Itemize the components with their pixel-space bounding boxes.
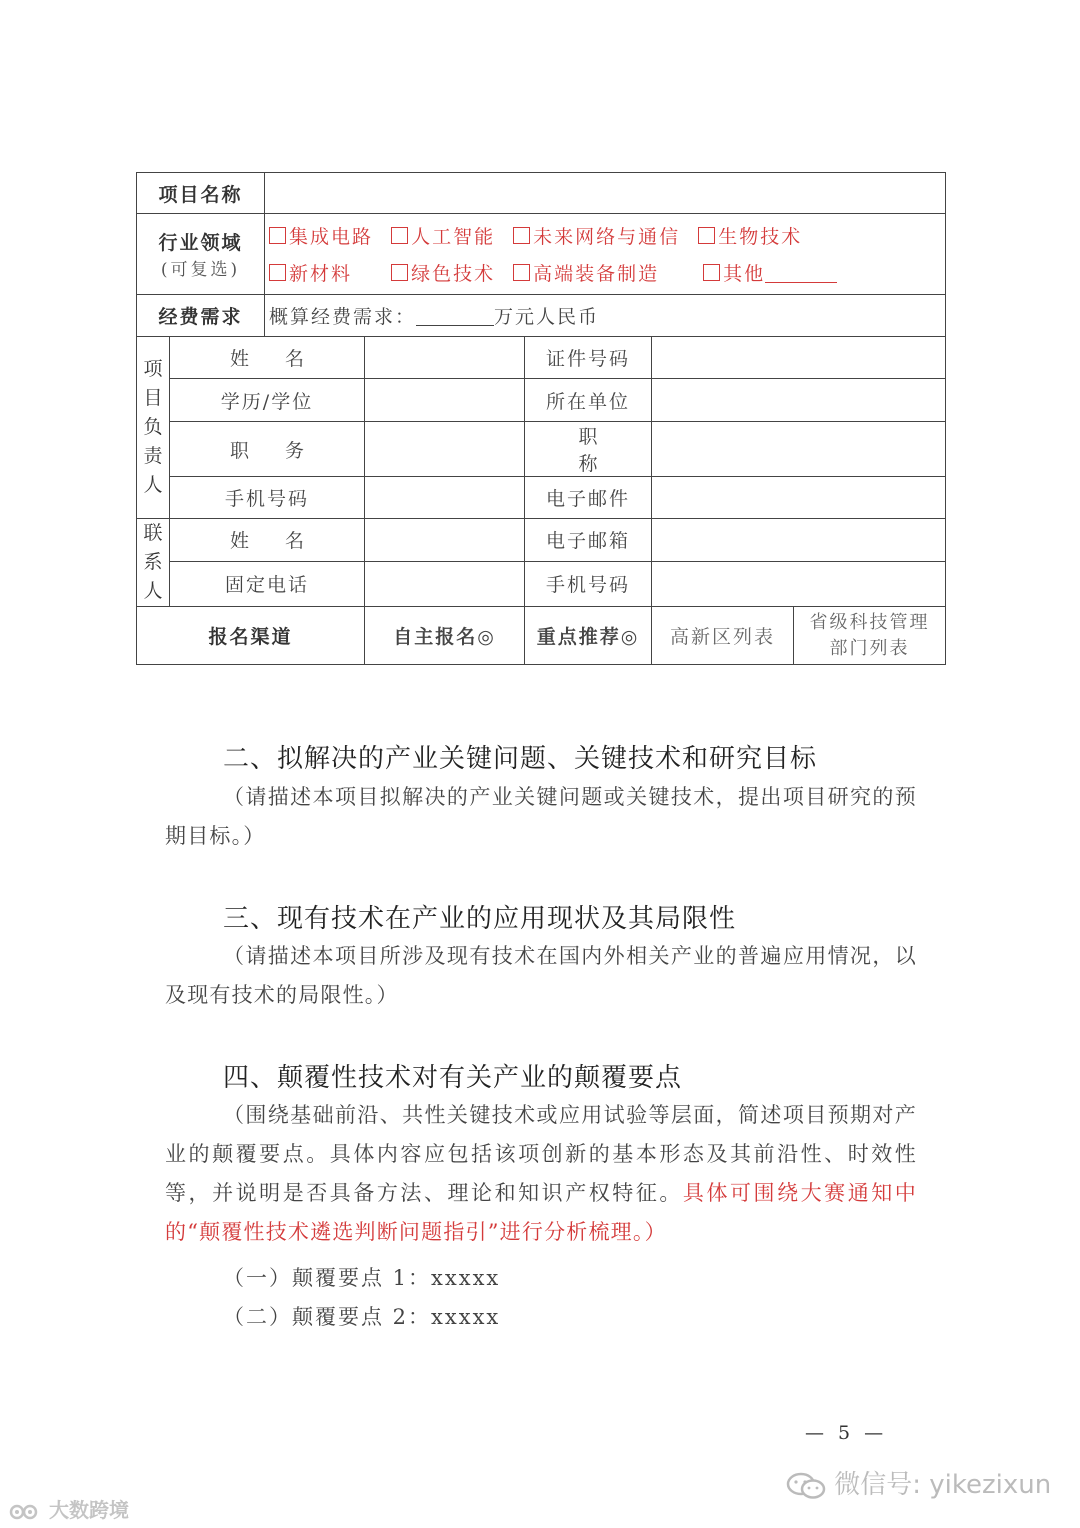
checkbox-icon[interactable] <box>703 264 720 281</box>
leader-title-label: 职称 <box>525 422 652 477</box>
checkbox-icon[interactable] <box>513 264 530 281</box>
contact-mobile-field[interactable] <box>652 561 946 606</box>
leader-name-label: 姓名 <box>170 337 365 379</box>
option-materials[interactable]: 新材料 <box>269 259 373 286</box>
contact-name-field[interactable] <box>365 519 525 562</box>
contact-vertical-label: 联 系 人 <box>137 519 170 607</box>
industry-sub-label: (可复选) <box>160 260 241 280</box>
funding-label: 经费需求 <box>137 295 265 337</box>
section-3-text: （请描述本项目所涉及现有技术在国内外相关产业的普遍应用情况，以及现有技术的局限性。） <box>165 944 917 1007</box>
channel-label: 报名渠道 <box>137 607 365 665</box>
contact-email-label: 电子邮箱 <box>525 519 652 562</box>
leader-degree-label: 学历/学位 <box>170 379 365 422</box>
channel-recommend-option[interactable]: 重点推荐◎ <box>525 607 652 665</box>
checkbox-icon[interactable] <box>269 264 286 281</box>
wechat-id-text: 微信号: yikezixun <box>834 1470 1052 1500</box>
checkbox-icon[interactable] <box>513 227 530 244</box>
project-name-field[interactable] <box>265 173 946 214</box>
leader-unit-label: 所在单位 <box>525 379 652 422</box>
leader-id-label: 证件号码 <box>525 337 652 379</box>
funding-prefix: 概算经费需求： <box>269 306 417 328</box>
wechat-watermark <box>786 1464 1051 1501</box>
other-blank[interactable] <box>765 264 837 283</box>
wechat-icon <box>786 1471 826 1501</box>
contact-mobile-label: 手机号码 <box>525 561 652 606</box>
point-2: （二）颠覆要点 2：xxxxx <box>223 1305 501 1329</box>
brand-logo-icon <box>8 1500 42 1524</box>
option-bio[interactable]: 生物技术 <box>698 222 802 249</box>
checkbox-icon[interactable] <box>698 227 715 244</box>
leader-mobile-field[interactable] <box>365 477 525 519</box>
section-4-text-red: 具体可围绕大赛通知中的“颠覆性技术遴选判断问题指引”进行分析梳理。） <box>165 1181 917 1244</box>
contact-email-field[interactable] <box>652 519 946 562</box>
section-2-title: 二、拟解决的产业关键问题、关键技术和研究目标 <box>223 744 818 774</box>
brand-watermark <box>8 1494 129 1524</box>
leader-id-field[interactable] <box>652 337 946 379</box>
option-green[interactable]: 绿色技术 <box>391 259 495 286</box>
leader-unit-field[interactable] <box>652 379 946 422</box>
brand-text: 大数跨境 <box>48 1498 129 1522</box>
option-ai[interactable]: 人工智能 <box>391 222 495 249</box>
section-4-title: 四、颠覆性技术对有关产业的颠覆要点 <box>223 1063 683 1093</box>
leader-vertical-label: 项 目 负 责 人 <box>137 337 170 519</box>
leader-email-label: 电子邮件 <box>525 477 652 519</box>
funding-cell <box>265 295 946 337</box>
channel-self-option[interactable]: 自主报名◎ <box>365 607 525 665</box>
leader-name-field[interactable] <box>365 337 525 379</box>
leader-degree-field[interactable] <box>365 379 525 422</box>
industry-label: 行业领域 <box>158 232 243 254</box>
option-equipment[interactable]: 高端装备制造 <box>513 259 685 286</box>
page-number: — 5 — <box>805 1422 888 1444</box>
funding-amount-blank[interactable] <box>416 307 494 326</box>
option-network[interactable]: 未来网络与通信 <box>513 222 680 249</box>
leader-title-field[interactable] <box>652 422 946 477</box>
contact-name-label: 姓名 <box>170 519 365 562</box>
point-1: （一）颠覆要点 1：xxxxx <box>223 1266 501 1290</box>
leader-post-label: 职务 <box>170 422 365 477</box>
checkbox-icon[interactable] <box>269 227 286 244</box>
industry-label-cell <box>137 214 265 295</box>
leader-mobile-label: 手机号码 <box>170 477 365 519</box>
contact-phone-label: 固定电话 <box>170 561 365 606</box>
project-name-label: 项目名称 <box>137 173 265 214</box>
section-3-title: 三、现有技术在产业的应用现状及其局限性 <box>223 904 737 934</box>
channel-hightech: 高新区列表 <box>652 607 794 665</box>
industry-options <box>265 214 946 295</box>
option-ic[interactable]: 集成电路 <box>269 222 373 249</box>
leader-email-field[interactable] <box>652 477 946 519</box>
section-4-text-main: （围绕基础前沿、共性关键技术或应用试验等层面，简述项目预期对产业的颠覆要点。具体内容应包括该项创新的基本形态及其前沿性、时效性等，并说明是否具备方法、理论和知识产权特征。 <box>165 1103 917 1205</box>
channel-provincial: 省级科技管理 部门列表 <box>794 607 946 665</box>
contact-phone-field[interactable] <box>365 561 525 606</box>
section-4-text <box>165 1096 917 1252</box>
funding-suffix: 万元人民币 <box>494 306 600 328</box>
section-2-text: （请描述本项目拟解决的产业关键问题或关键技术，提出项目研究的预期目标。） <box>165 785 917 848</box>
option-other[interactable]: 其他 <box>703 259 837 286</box>
application-form-table <box>136 172 946 665</box>
checkbox-icon[interactable] <box>391 264 408 281</box>
leader-post-field[interactable] <box>365 422 525 477</box>
checkbox-icon[interactable] <box>391 227 408 244</box>
